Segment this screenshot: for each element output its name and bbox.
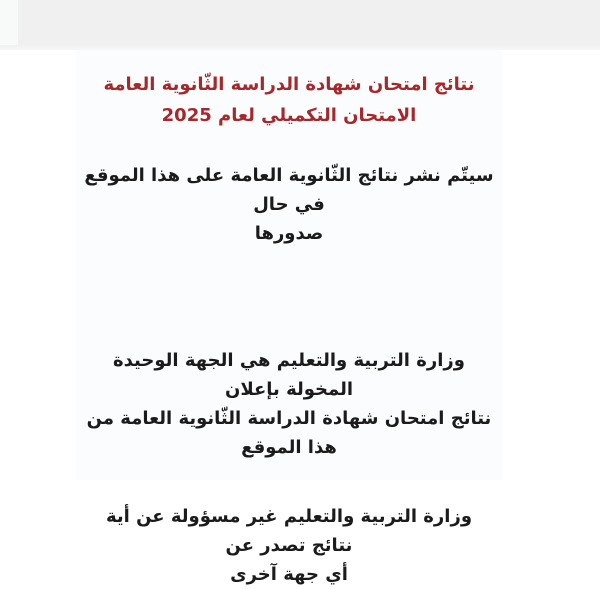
paragraph-disclaimer-line1: وزارة التربية والتعليم غير مسؤولة عن أية نتائج تصدر عن [105,506,473,556]
notice-paragraph-authority [83,346,495,462]
notice-title [85,69,493,131]
notice-title-line2: الامتحان التكميلي لعام 2025 [161,105,417,126]
paragraph-publication-line1: سيتّم نشر نتائج الثّانوية العامة على هذا الموقع في حال [84,165,494,215]
page-top-background-band [0,0,600,50]
paragraph-publication-line2: صدورها [254,223,324,244]
paragraph-authority-line2: نتائج امتحان شهادة الدراسة الثّانوية العامة من هذا الموقع [86,408,492,458]
paragraph-disclaimer-line2: أي جهة آخرى [230,564,348,585]
notice-paragraph-disclaimer [83,502,495,589]
results-notice-card [75,50,503,585]
paragraph-authority-line1: وزارة التربية والتعليم هي الجهة الوحيدة المخولة بإعلان [113,350,465,400]
notice-paragraph-publication [83,161,495,248]
top-left-corner-box [0,0,18,45]
notice-title-line1: نتائج امتحان شهادة الدراسة الثّانوية العامة [103,74,475,95]
